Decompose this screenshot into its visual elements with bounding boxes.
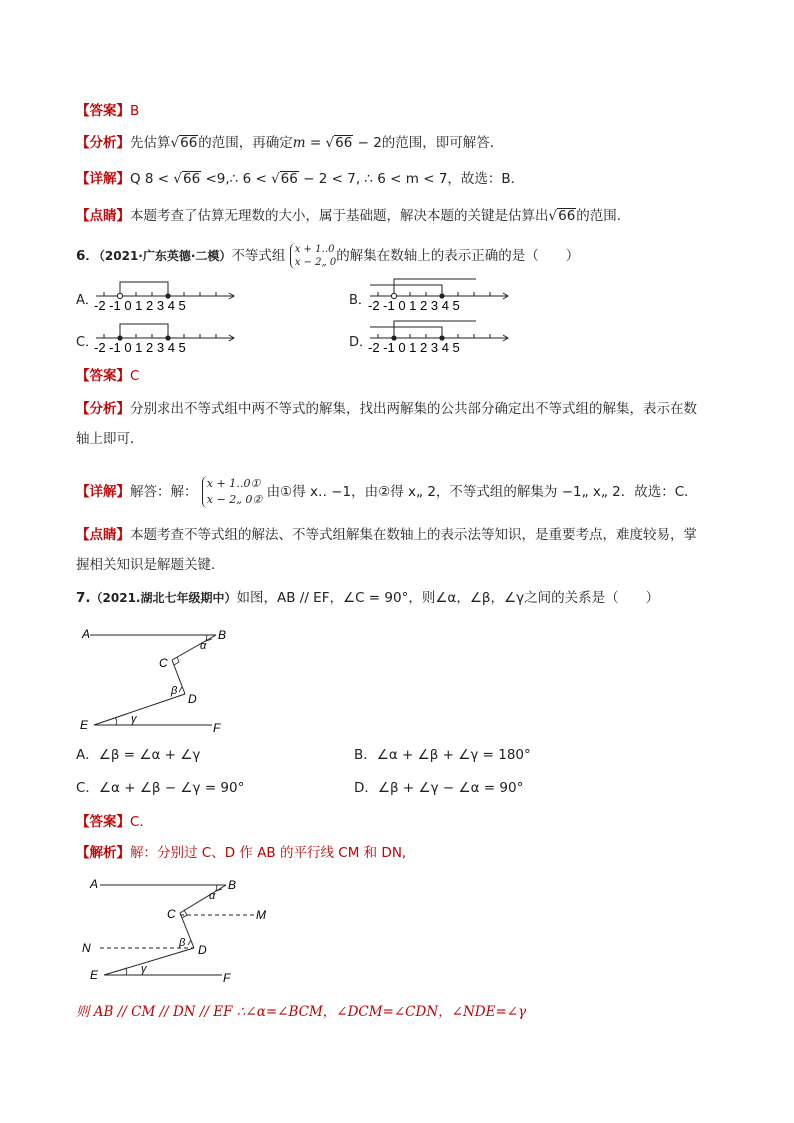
q6-analysis-line-2: 轴上即可． bbox=[76, 431, 144, 447]
answer-value: B bbox=[130, 103, 140, 119]
system-line-2: x − 2„ 0② bbox=[206, 493, 263, 506]
stem-text-1: 不等式组 bbox=[231, 248, 286, 264]
sqrt-icon: √ bbox=[173, 171, 183, 187]
number-line-d[interactable] bbox=[366, 316, 516, 354]
angle-alpha-label: α bbox=[209, 890, 216, 902]
q5-analysis-line bbox=[76, 133, 503, 153]
review-text-2: 的范围． bbox=[576, 208, 631, 224]
system-line-2: x − 2„ 0 bbox=[294, 257, 337, 268]
review-tag: 【点睛】 bbox=[76, 527, 130, 543]
angle-gamma-label: γ bbox=[131, 713, 137, 725]
q7-solution-figure bbox=[76, 872, 276, 987]
q5-answer-line bbox=[76, 101, 139, 121]
option-c-label[interactable]: C． bbox=[76, 335, 99, 350]
question-source: （2021·广东英德·二模） bbox=[98, 249, 232, 263]
sqrt-icon: √ bbox=[548, 208, 558, 224]
analysis-tag: 【分析】 bbox=[76, 401, 130, 417]
detail-text-1: Q 8 < bbox=[130, 171, 174, 187]
number-line-ticks: -2 -1 0 1 2 3 4 5 bbox=[368, 340, 460, 354]
sqrt-radicand: 66 bbox=[280, 171, 298, 187]
solve-text-1: 解：分别过 C、D 作 AB 的平行线 CM 和 DN, bbox=[130, 845, 407, 861]
point-m-label: M bbox=[256, 908, 266, 922]
solve-tag: 【解析】 bbox=[76, 845, 130, 861]
point-c-label: C bbox=[167, 907, 176, 921]
review-text-1: 本题考查了估算无理数的大小，属于基础题，解决本题的关键是估算出 bbox=[130, 208, 549, 224]
question-source: （2021.湖北七年级期中） bbox=[90, 591, 237, 605]
sqrt-icon: √ bbox=[271, 171, 280, 187]
q7-stem bbox=[76, 588, 659, 608]
analysis-m: m = bbox=[292, 135, 326, 151]
point-e-label: E bbox=[90, 968, 99, 982]
sqrt-radicand: 66 bbox=[183, 171, 201, 187]
answer-tag: 【答案】 bbox=[76, 814, 130, 830]
point-f-label: F bbox=[213, 721, 221, 735]
q7-answer-line bbox=[76, 812, 144, 832]
question-number: 6． bbox=[76, 248, 99, 264]
point-b-label: B bbox=[228, 878, 237, 892]
analysis-text-1: 先估算 bbox=[130, 135, 171, 151]
point-d-label: D bbox=[188, 692, 197, 706]
analysis-text-3: − 2的范围，即可解答． bbox=[353, 135, 504, 151]
q6-review-line-1 bbox=[76, 525, 697, 545]
point-d-label: D bbox=[198, 943, 207, 957]
number-line-ticks: -2 -1 0 1 2 3 4 5 bbox=[94, 340, 186, 354]
number-line-ticks: -2 -1 0 1 2 3 4 5 bbox=[94, 298, 186, 312]
review-tag: 【点睛】 bbox=[76, 208, 130, 224]
number-line-c[interactable] bbox=[92, 316, 242, 354]
q7-solve-line-2: 则 AB // CM // DN // EF ∴∠α=∠BCM，∠DCM=∠CDN，∠NDE=∠γ bbox=[76, 1004, 527, 1020]
answer-tag: 【答案】 bbox=[76, 103, 130, 119]
angle-gamma-label: γ bbox=[141, 963, 147, 975]
sqrt-radicand: 66 bbox=[558, 208, 576, 224]
review-text-1: 本题考查不等式组的解法、不等式组解集在数轴上的表示法等知识，是重要考点，难度较易，掌 bbox=[130, 527, 697, 543]
system-line-1: x + 1‥0 bbox=[294, 244, 335, 255]
point-b-label: B bbox=[218, 628, 227, 642]
point-c-label: C bbox=[159, 656, 168, 670]
q6-answer-line bbox=[76, 366, 139, 386]
q5-detail-line bbox=[76, 169, 524, 189]
point-a-label: A bbox=[82, 627, 91, 641]
question-number: 7. bbox=[76, 590, 91, 606]
sqrt-icon: √ bbox=[325, 135, 335, 151]
option-d[interactable]: D．∠β + ∠γ − ∠α = 90° bbox=[354, 780, 524, 796]
q6-detail-line bbox=[76, 476, 698, 508]
option-c[interactable]: C．∠α + ∠β − ∠γ = 90° bbox=[76, 780, 245, 796]
point-e-label: E bbox=[80, 718, 89, 732]
q5-review-line bbox=[76, 206, 630, 226]
option-b-label[interactable]: B． bbox=[349, 293, 371, 308]
q6-analysis-line-1 bbox=[76, 399, 697, 419]
answer-value: C bbox=[130, 368, 140, 384]
sqrt-radicand: 66 bbox=[335, 135, 353, 151]
detail-text-1: 解答：解： bbox=[130, 484, 198, 500]
analysis-text-1: 分别求出不等式组中两不等式的解集，找出两解集的公共部分确定出不等式组的解集，表示在数 bbox=[130, 401, 697, 417]
point-f-label: F bbox=[223, 971, 231, 985]
analysis-text-2: 的范围，再确定 bbox=[198, 135, 293, 151]
system-line-1: x + 1‥0① bbox=[206, 477, 261, 490]
option-a-label[interactable]: A． bbox=[76, 293, 98, 308]
q7-solve-line-1 bbox=[76, 843, 406, 863]
option-a[interactable]: A．∠β = ∠α + ∠γ bbox=[76, 747, 201, 763]
angle-beta-label: β bbox=[179, 937, 186, 949]
detail-text-3: − 2 < 7, ∴ 6 < m < 7，故选：B． bbox=[298, 171, 525, 187]
sqrt-icon: √ bbox=[170, 135, 180, 151]
sqrt-radicand: 66 bbox=[180, 135, 198, 151]
detail-tag: 【详解】 bbox=[76, 484, 130, 500]
option-d-label[interactable]: D． bbox=[349, 335, 373, 350]
detail-text-2: <9,∴ 6 < bbox=[201, 171, 272, 187]
stem-text: 如图，AB // EF，∠C = 90°，则∠α，∠β，∠γ之间的关系是（ ） bbox=[236, 590, 660, 606]
q6-stem bbox=[76, 243, 579, 269]
angle-alpha-label: α bbox=[200, 640, 207, 652]
angle-beta-label: β bbox=[171, 685, 178, 697]
answer-value: C. bbox=[130, 814, 144, 830]
analysis-tag: 【分析】 bbox=[76, 135, 130, 151]
point-a-label: A bbox=[90, 877, 99, 891]
inequality-system bbox=[290, 243, 336, 269]
number-line-a[interactable] bbox=[92, 274, 242, 312]
number-line-ticks: -2 -1 0 1 2 3 4 5 bbox=[368, 298, 460, 312]
detail-text-2: 由①得 x‥ −1，由②得 x„ 2，不等式组的解集为 −1„ x„ 2．故选：C． bbox=[266, 484, 698, 500]
option-b[interactable]: B．∠α + ∠β + ∠γ = 180° bbox=[354, 747, 531, 763]
number-line-b[interactable] bbox=[366, 274, 516, 312]
point-n-label: N bbox=[82, 941, 91, 955]
q7-figure bbox=[76, 622, 246, 737]
inequality-system bbox=[202, 476, 262, 508]
detail-tag: 【详解】 bbox=[76, 171, 130, 187]
q6-review-line-2: 握相关知识是解题关键． bbox=[76, 557, 225, 573]
stem-text-2: 的解集在数轴上的表示正确的是（ ） bbox=[336, 248, 580, 264]
answer-tag: 【答案】 bbox=[76, 368, 130, 384]
